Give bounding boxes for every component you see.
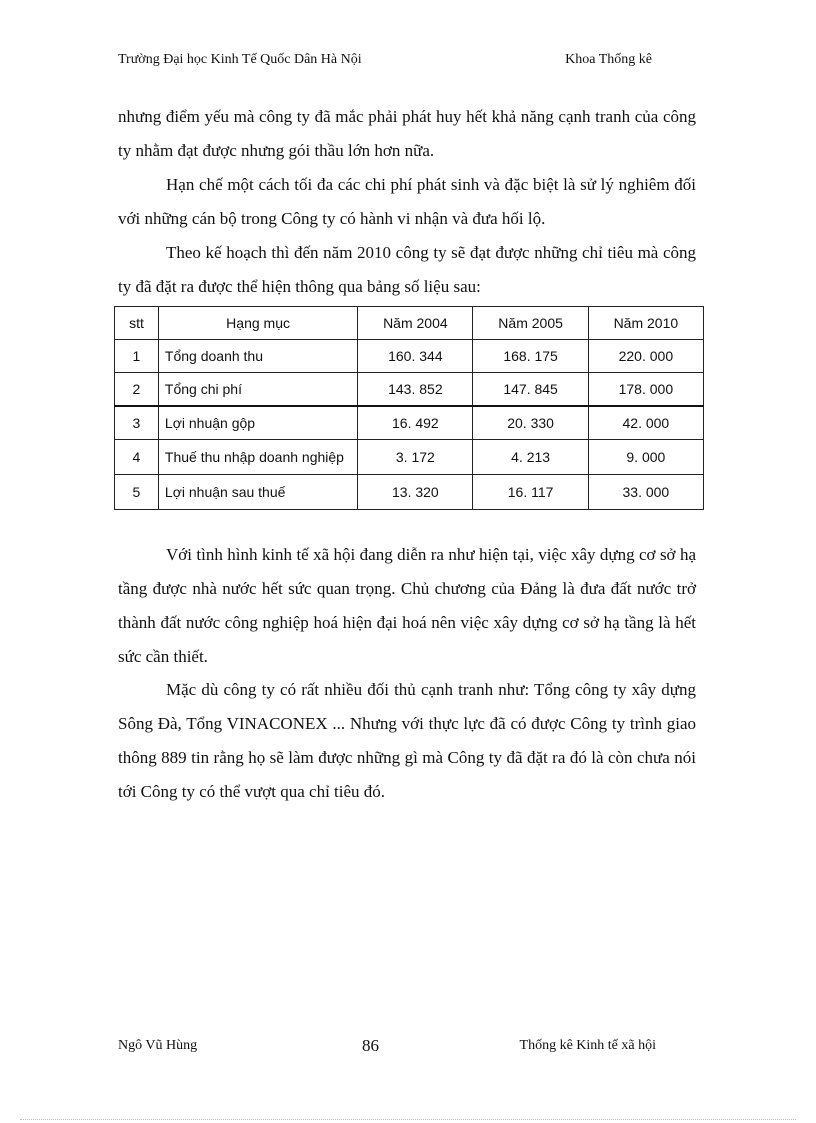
page-header — [118, 52, 698, 72]
paragraph-2: Hạn chế một cách tối đa các chi phí phát sinh và đặc biệt là sử lý nghiêm đối với những cán bộ trong Công ty có hành vi nhận và đưa hối lộ. — [118, 175, 696, 228]
cell-stt: 4 — [115, 440, 159, 475]
paragraph-3: Theo kế hoạch thì đến năm 2010 công ty sẽ đạt được những chỉ tiêu mà công ty đã đặt ra được thể hiện thông qua bảng số liệu sau: — [118, 243, 696, 296]
cell-2005: 147. 845 — [473, 373, 588, 407]
paragraph-5: Mặc dù công ty có rất nhiều đối thủ cạnh tranh như: Tổng công ty xây dựng Sông Đà, Tổng VINACONEX ... Nhưng với thực lực đã có được Công ty trình giao thông 889 tin rằng họ sẽ làm được những gì mà Công ty đã đặt ra đó là còn chưa nói tới Công ty có thể vượt qua chỉ tiêu đó. — [118, 680, 696, 801]
cell-2010: 178. 000 — [588, 373, 703, 407]
cell-2004: 3. 172 — [358, 440, 473, 475]
header-item: Hạng mục — [158, 307, 357, 340]
cell-2005: 168. 175 — [473, 340, 588, 373]
table-row — [115, 440, 704, 475]
cell-item: Tổng chi phí — [158, 373, 357, 407]
cell-2010: 42. 000 — [588, 406, 703, 440]
cell-stt: 2 — [115, 373, 159, 407]
cell-item: Thuế thu nhập doanh nghiệp — [158, 440, 357, 475]
cell-2004: 16. 492 — [358, 406, 473, 440]
page-bottom-divider — [20, 1119, 796, 1120]
cell-2005: 4. 213 — [473, 440, 588, 475]
targets-table — [114, 306, 704, 510]
cell-stt: 5 — [115, 475, 159, 510]
cell-2010: 220. 000 — [588, 340, 703, 373]
header-2005: Năm 2005 — [473, 307, 588, 340]
table-header-row — [115, 307, 704, 340]
cell-2004: 160. 344 — [358, 340, 473, 373]
cell-item: Tổng doanh thu — [158, 340, 357, 373]
cell-2005: 16. 117 — [473, 475, 588, 510]
cell-2005: 20. 330 — [473, 406, 588, 440]
table-row — [115, 406, 704, 440]
paragraph-1: nhưng điểm yếu mà công ty đã mắc phải phát huy hết khả năng cạnh tranh của công ty nhằm đạt được nhưng gói thầu lớn hơn nữa. — [118, 107, 696, 160]
table-row — [115, 475, 704, 510]
header-2004: Năm 2004 — [358, 307, 473, 340]
cell-item: Lợi nhuận gộp — [158, 406, 357, 440]
header-faculty: Khoa Thống kê — [565, 52, 652, 67]
page-footer — [118, 1036, 678, 1058]
cell-stt: 3 — [115, 406, 159, 440]
header-university: Trường Đại học Kinh Tế Quốc Dân Hà Nội — [118, 52, 362, 67]
footer-department: Thống kê Kinh tế xã hội — [519, 1038, 656, 1053]
header-stt: stt — [115, 307, 159, 340]
cell-2010: 9. 000 — [588, 440, 703, 475]
table-row — [115, 373, 704, 407]
footer-author: Ngô Vũ Hùng — [118, 1038, 198, 1053]
cell-stt: 1 — [115, 340, 159, 373]
cell-2004: 143. 852 — [358, 373, 473, 407]
cell-item: Lợi nhuận sau thuế — [158, 475, 357, 510]
page-number: 86 — [362, 1036, 379, 1055]
header-2010: Năm 2010 — [588, 307, 703, 340]
table-row — [115, 340, 704, 373]
paragraph-4: Với tình hình kinh tế xã hội đang diễn ra như hiện tại, việc xây dựng cơ sở hạ tầng được nhà nước hết sức quan trọng. Chủ chương của Đảng là đưa đất nước trở thành đất nước công nghiệp hoá hiện đại hoá nên việc xây dựng cơ sở hạ tầng là hết sức cần thiết. — [118, 545, 696, 666]
cell-2004: 13. 320 — [358, 475, 473, 510]
cell-2010: 33. 000 — [588, 475, 703, 510]
